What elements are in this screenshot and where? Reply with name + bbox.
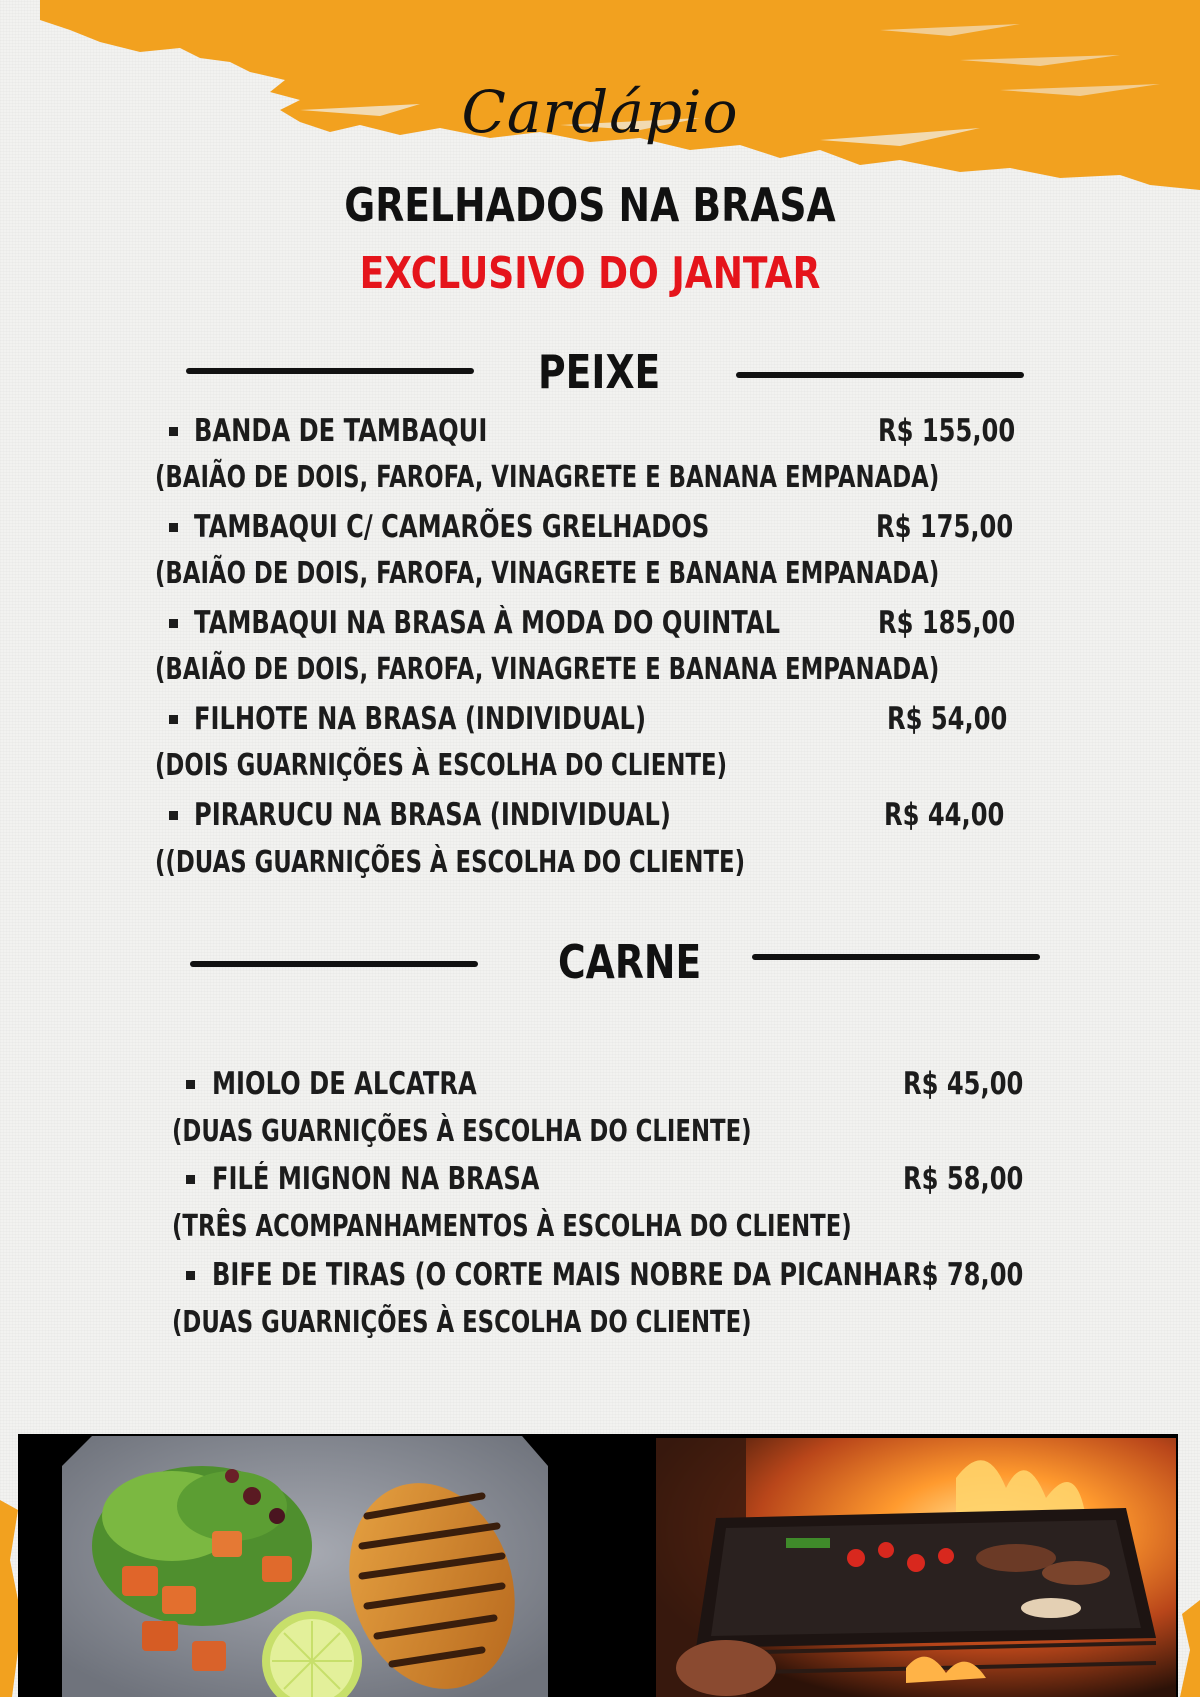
menu-item-price: R$ 44,00 <box>884 797 1005 833</box>
section-rule-right <box>752 954 1040 960</box>
bullet-icon <box>186 1271 195 1280</box>
menu-item-name: TAMBAQUI NA BRASA À MODA DO QUINTAL <box>194 605 780 641</box>
menu-item-description: (BAIÃO DE DOIS, FAROFA, VINAGRETE E BANANA EMPANADA) <box>155 556 940 591</box>
section-title-peixe: PEIXE <box>538 345 661 399</box>
menu-item-price: R$ 58,00 <box>903 1161 1024 1197</box>
section-rule-left <box>186 368 474 374</box>
menu-item-description: (BAIÃO DE DOIS, FAROFA, VINAGRETE E BANANA EMPANADA) <box>155 652 940 687</box>
menu-item-name: TAMBAQUI C/ CAMARÕES GRELHADOS <box>194 509 710 545</box>
bullet-icon <box>169 427 178 436</box>
bullet-icon <box>169 715 178 724</box>
menu-item-name: MIOLO DE ALCATRA <box>212 1066 477 1102</box>
section-title-carne: CARNE <box>558 935 702 989</box>
menu-item-name: FILHOTE NA BRASA (INDIVIDUAL) <box>194 701 647 737</box>
menu-item-price: R$ 54,00 <box>887 701 1008 737</box>
menu-item-price: R$ 175,00 <box>876 509 1014 545</box>
page-subtitle: EXCLUSIVO DO JANTAR <box>359 248 821 299</box>
menu-item-price: R$ 45,00 <box>903 1066 1024 1102</box>
bullet-icon <box>169 523 178 532</box>
grilled-chicken-salad-photo <box>62 1436 548 1697</box>
menu-item-description: (DUAS GUARNIÇÕES À ESCOLHA DO CLIENTE) <box>172 1305 752 1340</box>
menu-item-price: R$ 185,00 <box>878 605 1016 641</box>
script-title: Cardápio <box>461 78 739 146</box>
menu-item-description: (TRÊS ACOMPANHAMENTOS À ESCOLHA DO CLIENTE) <box>172 1209 852 1244</box>
bullet-icon <box>169 811 178 820</box>
menu-item-description: (DUAS GUARNIÇÕES À ESCOLHA DO CLIENTE) <box>172 1114 752 1149</box>
bullet-icon <box>186 1175 195 1184</box>
menu-item-price: R$ 155,00 <box>878 413 1016 449</box>
grill-fire-photo <box>656 1438 1176 1697</box>
section-rule-left <box>190 961 478 967</box>
menu-item-name: FILÉ MIGNON NA BRASA <box>212 1161 540 1197</box>
page-title: GRELHADOS NA BRASA <box>344 178 836 232</box>
menu-item-description: ((DUAS GUARNIÇÕES À ESCOLHA DO CLIENTE) <box>155 845 746 880</box>
menu-item-name: BANDA DE TAMBAQUI <box>194 413 488 449</box>
bullet-icon <box>186 1080 195 1089</box>
menu-item-name: PIRARUCU NA BRASA (INDIVIDUAL) <box>194 797 671 833</box>
menu-item-description: (DOIS GUARNIÇÕES À ESCOLHA DO CLIENTE) <box>155 748 727 783</box>
menu-item-price: R$ 78,00 <box>903 1257 1024 1293</box>
menu-item-name: BIFE DE TIRAS (O CORTE MAIS NOBRE DA PICANHA. <box>212 1257 912 1293</box>
bullet-icon <box>169 619 178 628</box>
menu-item-description: (BAIÃO DE DOIS, FAROFA, VINAGRETE E BANANA EMPANADA) <box>155 460 940 495</box>
section-rule-right <box>736 372 1024 378</box>
